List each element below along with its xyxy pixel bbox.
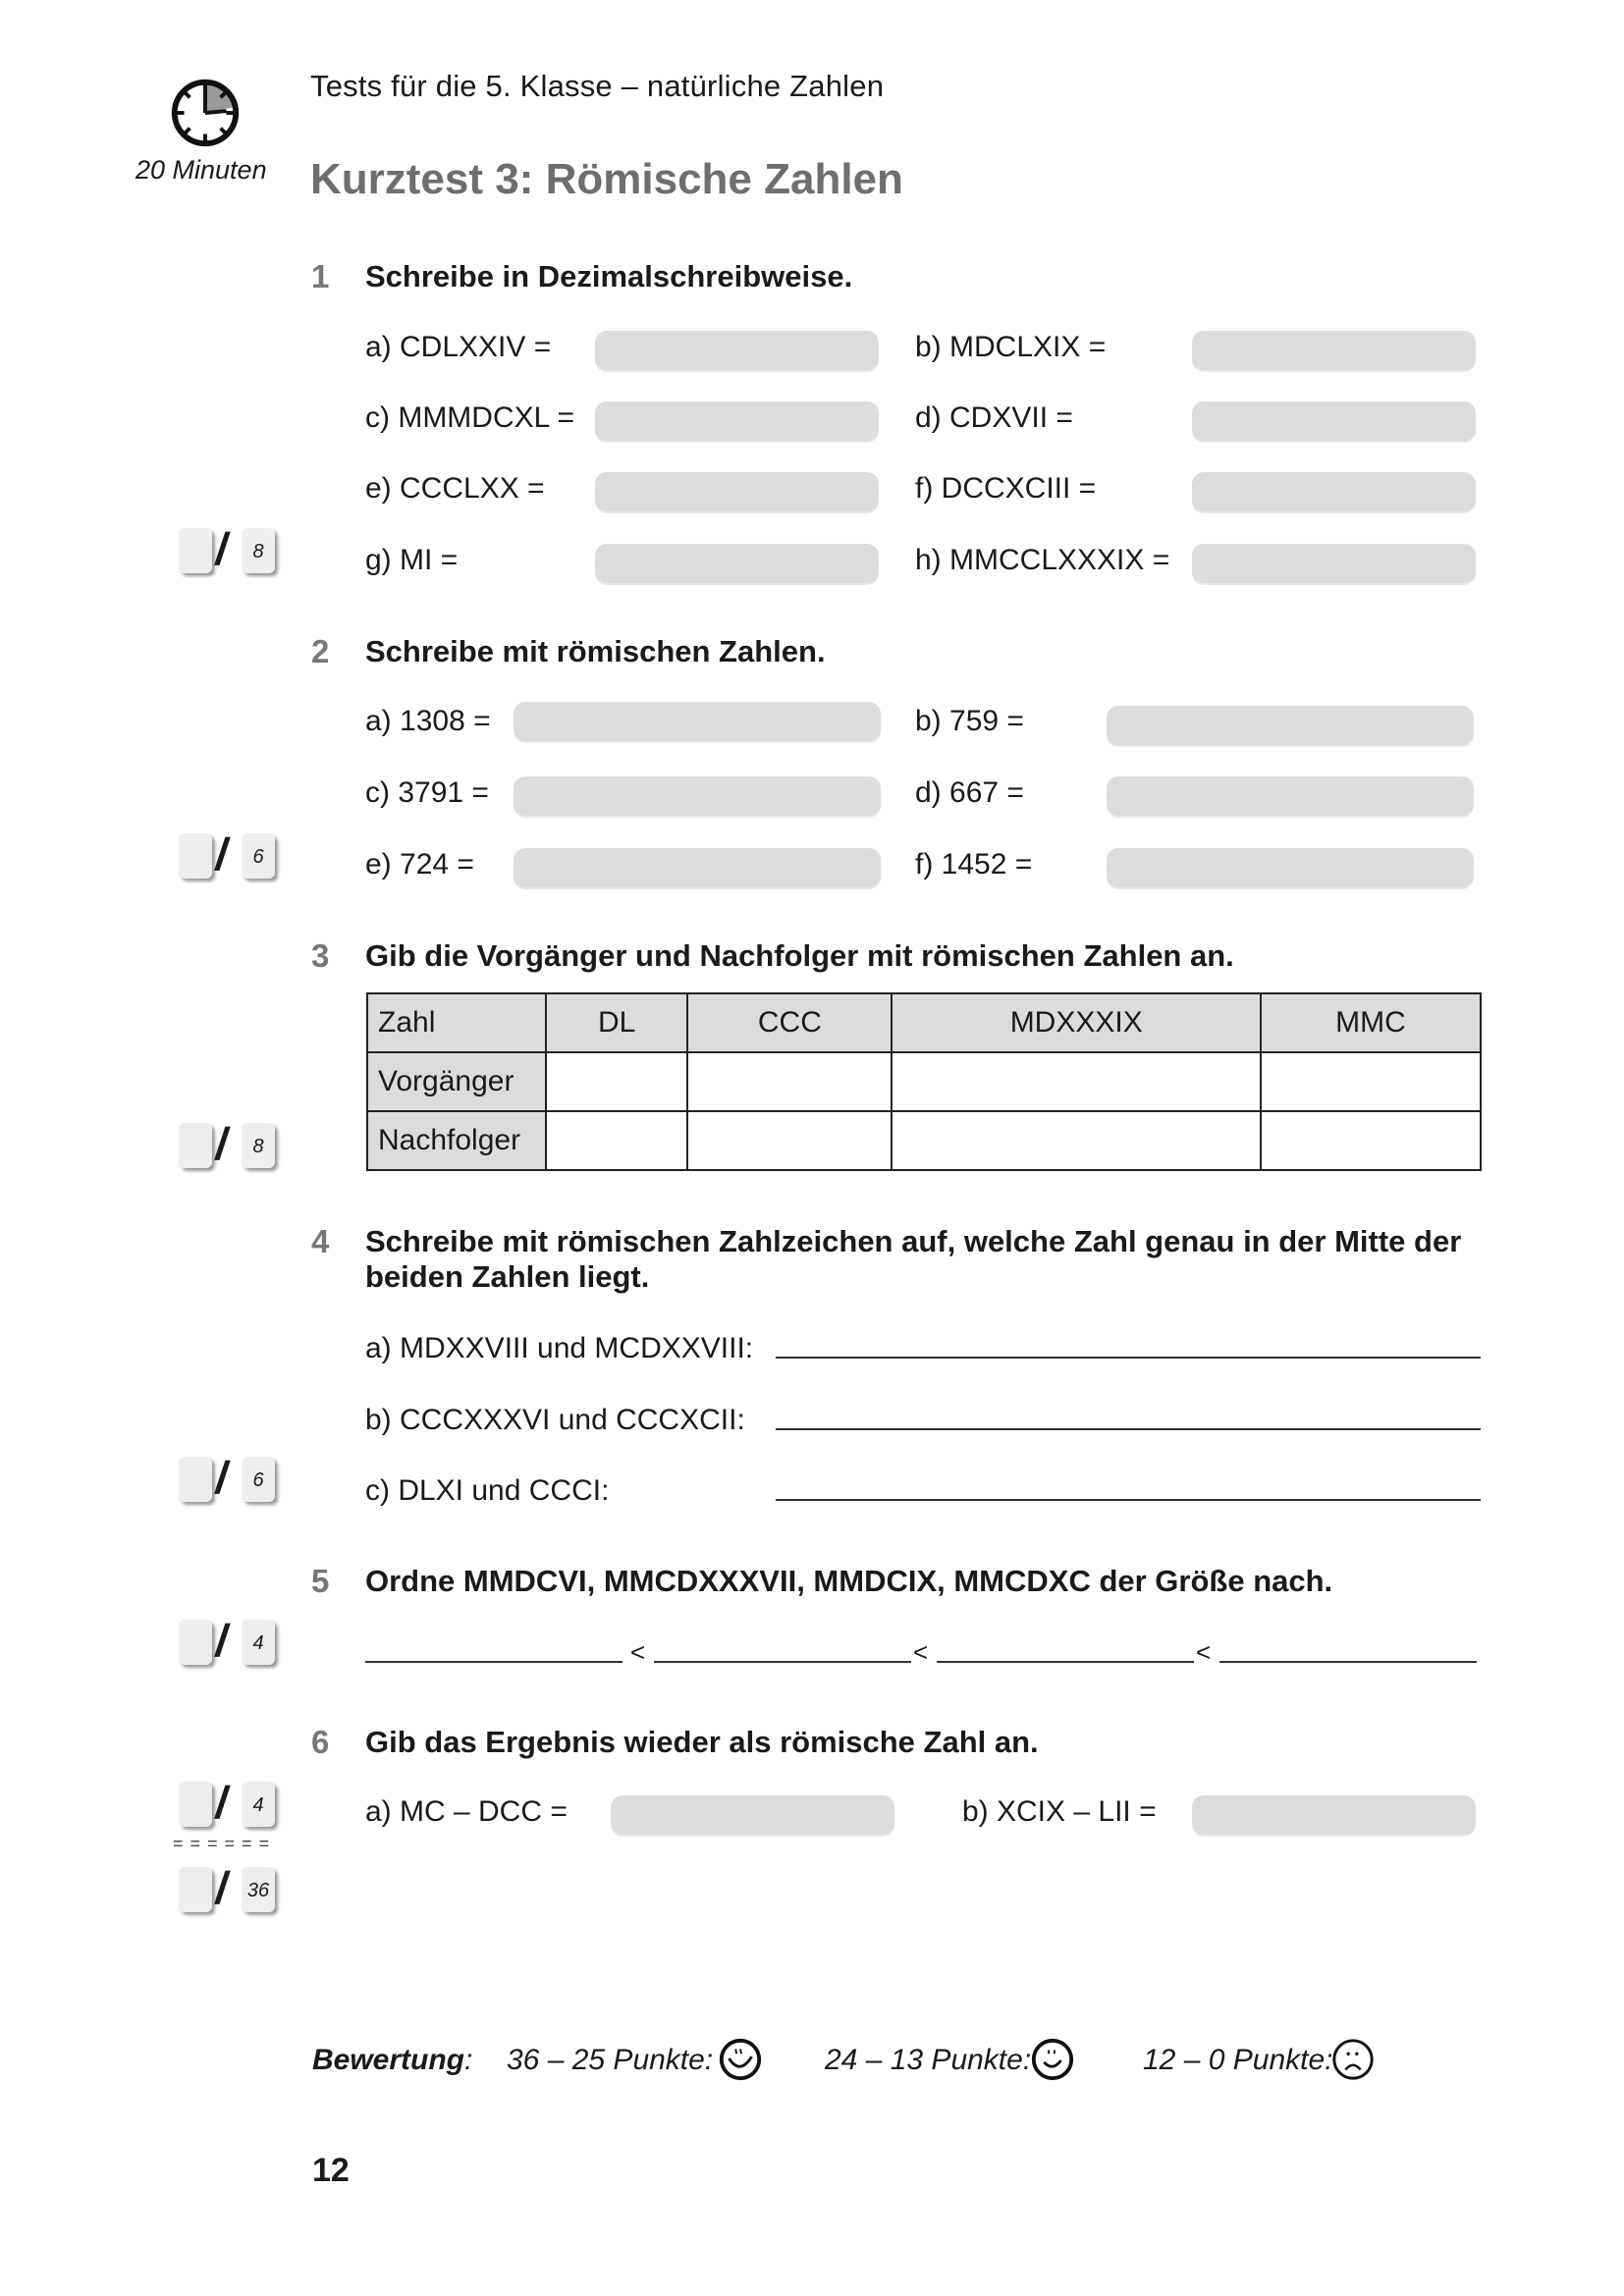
q1-item-h-answer[interactable] <box>1192 544 1476 583</box>
slash-divider: / <box>212 828 233 880</box>
q4-item-c-label: c) DLXI und CCCI: <box>365 1474 610 1507</box>
column-header: CCC <box>687 993 892 1052</box>
q4-item-a-answer-line[interactable] <box>776 1357 1481 1359</box>
max-points: 8 <box>242 1123 275 1168</box>
predecessor-successor-table <box>366 992 1482 1171</box>
question-text: Schreibe mit römischen Zahlzeichen auf, welche Zahl genau in der Mitte der beiden Zahlen liegt. <box>365 1224 1462 1294</box>
question-text: Schreibe mit römischen Zahlen. <box>365 634 826 668</box>
slash-divider: / <box>212 1862 233 1913</box>
max-points: 6 <box>242 833 275 879</box>
q1-item-a-label: a) CDLXXIV = <box>365 331 552 363</box>
less-than-sign: < <box>630 1637 646 1667</box>
slash-divider: / <box>212 523 233 574</box>
score-box-total <box>179 1863 287 1918</box>
smiling-smiley-icon <box>1029 2036 1076 2083</box>
q1-item-d-answer[interactable] <box>1192 401 1476 441</box>
q2-item-a-answer[interactable] <box>514 702 881 741</box>
score-input[interactable] <box>179 1457 212 1502</box>
q1-item-e-answer[interactable] <box>595 472 879 511</box>
q1-item-c-label: c) MMMDCXL = <box>365 401 575 434</box>
rating-tier-1 <box>507 2044 713 2077</box>
rating-range: 36 – 25 Punkte: <box>507 2044 714 2076</box>
page-title: Kurztest 3: Römische Zahlen <box>310 155 903 203</box>
slash-divider: / <box>212 1452 233 1503</box>
max-points: 8 <box>242 528 275 573</box>
score-box-q6 <box>179 1778 287 1833</box>
score-input[interactable] <box>179 528 212 573</box>
score-input[interactable] <box>179 1867 212 1912</box>
score-box-q1 <box>179 524 287 579</box>
question-number: 2 <box>311 633 330 669</box>
q6-item-b-answer[interactable] <box>1192 1795 1476 1835</box>
q2-item-d-label: d) 667 = <box>915 776 1024 809</box>
q5-answer-line-3[interactable] <box>937 1661 1194 1663</box>
question-text: Ordne MMDCVI, MMCDXXXVII, MMDCIX, MMCDXC der Größe nach. <box>365 1564 1333 1598</box>
q2-item-c-answer[interactable] <box>514 776 881 816</box>
score-box-q5 <box>179 1616 287 1671</box>
score-input[interactable] <box>179 1782 212 1827</box>
rating-row <box>312 2044 472 2077</box>
question-number: 6 <box>311 1724 330 1760</box>
q1-item-f-label: f) DCCXCIII = <box>915 472 1097 505</box>
row-header-zahl: Zahl <box>367 993 546 1052</box>
q2-item-b-label: b) 759 = <box>915 705 1024 737</box>
q6-item-a-answer[interactable] <box>611 1795 894 1835</box>
question-text: Gib das Ergebnis wieder als römische Zahl an. <box>365 1725 1039 1759</box>
q2-item-b-answer[interactable] <box>1107 706 1474 745</box>
column-header: MMC <box>1261 993 1481 1052</box>
answer-cell[interactable] <box>892 1111 1261 1170</box>
max-points: 4 <box>242 1782 275 1827</box>
rating-tier-3 <box>1143 2044 1332 2077</box>
q1-item-f-answer[interactable] <box>1192 472 1476 511</box>
q1-item-b-label: b) MDCLXIX = <box>915 331 1107 363</box>
score-input[interactable] <box>179 1123 212 1168</box>
rating-range: 12 – 0 Punkte: <box>1143 2044 1333 2076</box>
answer-cell[interactable] <box>687 1052 892 1111</box>
clock-icon <box>167 75 244 151</box>
time-label: 20 Minuten <box>135 155 267 185</box>
q1-item-a-answer[interactable] <box>595 331 879 370</box>
q2-item-a-label: a) 1308 = <box>365 705 491 737</box>
slash-divider: / <box>212 1777 233 1828</box>
q1-item-g-answer[interactable] <box>595 544 879 583</box>
q2-item-c-label: c) 3791 = <box>365 776 489 809</box>
answer-cell[interactable] <box>687 1111 892 1170</box>
column-header: MDXXXIX <box>892 993 1261 1052</box>
question-number: 3 <box>311 937 330 974</box>
table-row <box>367 1052 1481 1111</box>
rating-range: 24 – 13 Punkte: <box>825 2044 1032 2076</box>
q4-item-b-answer-line[interactable] <box>776 1428 1481 1430</box>
question-number: 1 <box>311 258 330 294</box>
question-number: 5 <box>311 1563 330 1599</box>
sad-smiley-icon <box>1329 2036 1377 2083</box>
q6-item-a-label: a) MC – DCC = <box>365 1795 568 1828</box>
q1-item-e-label: e) CCCLXX = <box>365 472 545 505</box>
q6-item-b-label: b) XCIX – LII = <box>962 1795 1157 1828</box>
q4-item-b-label: b) CCCXXXVI und CCCXCII: <box>365 1404 745 1436</box>
slash-divider: / <box>212 1118 233 1169</box>
rating-colon: : <box>464 2044 473 2076</box>
answer-cell[interactable] <box>546 1052 687 1111</box>
q2-item-f-label: f) 1452 = <box>915 848 1033 881</box>
q2-item-f-answer[interactable] <box>1107 848 1474 887</box>
max-points: 6 <box>242 1457 275 1502</box>
total-divider: = = = = = = <box>173 1834 271 1853</box>
question-text: Gib die Vorgänger und Nachfolger mit römischen Zahlen an. <box>365 938 1234 973</box>
question-number: 4 <box>311 1223 330 1259</box>
answer-cell[interactable] <box>546 1111 687 1170</box>
row-header-nachfolger: Nachfolger <box>367 1111 546 1170</box>
column-header: DL <box>546 993 687 1052</box>
less-than-sign: < <box>913 1637 929 1667</box>
max-points: 4 <box>242 1620 275 1665</box>
laughing-smiley-icon <box>717 2036 764 2083</box>
rating-label: Bewertung <box>312 2044 465 2076</box>
max-points: 36 <box>242 1867 275 1912</box>
answer-cell[interactable] <box>1261 1111 1481 1170</box>
question-text: Schreibe in Dezimalschreibweise. <box>365 259 853 294</box>
slash-divider: / <box>212 1615 233 1666</box>
q1-item-d-label: d) CDXVII = <box>915 401 1073 434</box>
answer-cell[interactable] <box>892 1052 1261 1111</box>
q2-item-d-answer[interactable] <box>1107 776 1474 816</box>
q1-item-g-label: g) MI = <box>365 544 459 576</box>
q5-answer-line-4[interactable] <box>1219 1661 1477 1663</box>
table-row <box>367 993 1481 1052</box>
rating-tier-2 <box>825 2044 1031 2077</box>
q1-item-b-answer[interactable] <box>1192 331 1476 370</box>
q1-item-c-answer[interactable] <box>595 401 879 441</box>
q4-item-a-label: a) MDXXVIII und MCDXXVIII: <box>365 1332 754 1364</box>
page-subtitle: Tests für die 5. Klasse – natürliche Zahlen <box>310 69 885 103</box>
score-box-q3 <box>179 1119 287 1174</box>
answer-cell[interactable] <box>1261 1052 1481 1111</box>
q2-item-e-answer[interactable] <box>514 848 881 887</box>
row-header-vorgaenger: Vorgänger <box>367 1052 546 1111</box>
q1-item-h-label: h) MMCCLXXXIX = <box>915 544 1170 576</box>
less-than-sign: < <box>1196 1637 1212 1667</box>
q5-answer-line-2[interactable] <box>654 1661 911 1663</box>
score-box-q4 <box>179 1453 287 1508</box>
score-box-q2 <box>179 829 287 884</box>
table-row <box>367 1111 1481 1170</box>
score-input[interactable] <box>179 1620 212 1665</box>
q4-item-c-answer-line[interactable] <box>776 1499 1481 1501</box>
score-input[interactable] <box>179 833 212 879</box>
page-number: 12 <box>312 2152 350 2189</box>
q5-answer-line-1[interactable] <box>365 1661 623 1663</box>
q2-item-e-label: e) 724 = <box>365 848 474 881</box>
